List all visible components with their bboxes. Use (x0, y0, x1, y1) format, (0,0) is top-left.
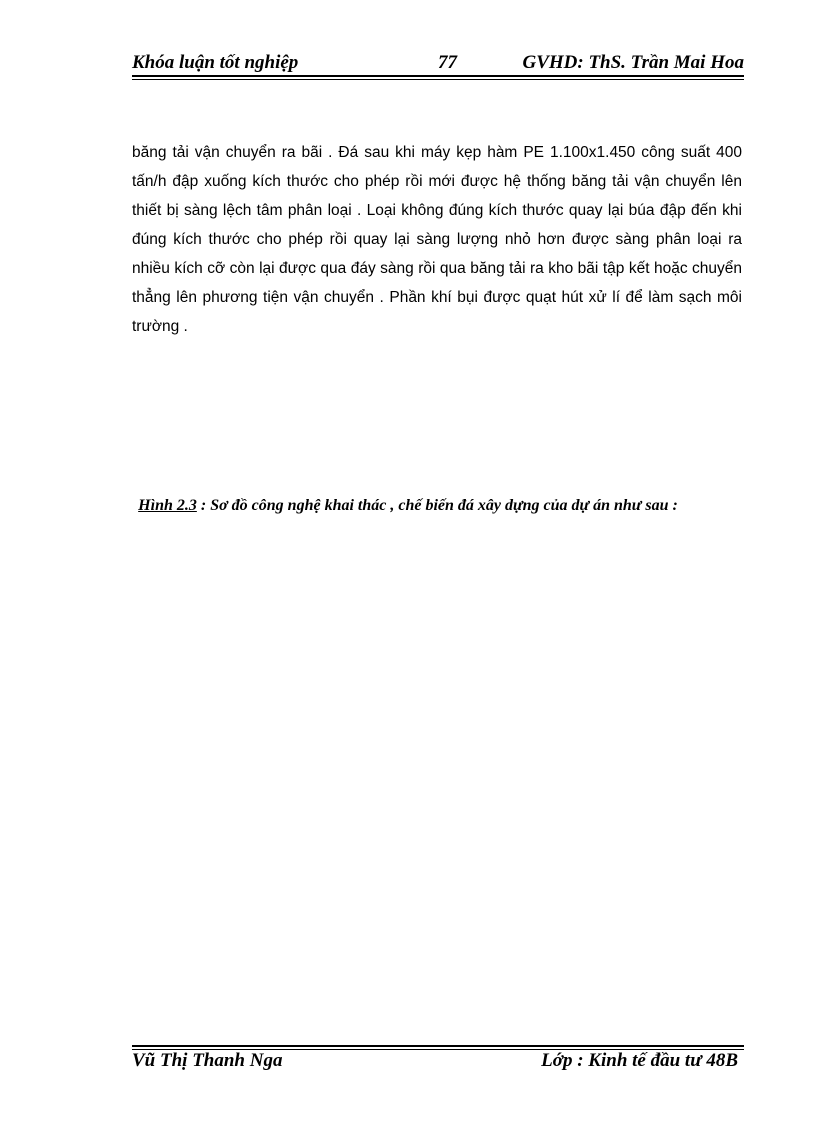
footer-rule-thick (132, 1045, 744, 1047)
body-paragraph: băng tải vận chuyển ra bãi . Đá sau khi máy kẹp hàm PE 1.100x1.450 công suất 400 tấn/h đập xuống kích thước cho phép rồi mới được hệ thống băng tải vận chuyển lên thiết bị sàng lệch tâm phân loại . Loại không đúng kích thước quay lại búa đập đến khi đúng kích thước cho phép rồi quay lại sàng lượng nhỏ hơn được sàng phân loại ra nhiều kích cỡ còn lại được qua đáy sàng rồi qua băng tải ra kho bãi tập kết hoặc chuyển thẳng lên phương tiện vận chuyển . Phần khí bụi được quạt hút xử lí để làm sạch môi trường . (132, 144, 742, 335)
page-header (132, 50, 744, 78)
page-footer (132, 1050, 738, 1076)
footer-class: Lớp : Kinh tế đầu tư 48B (541, 1050, 738, 1071)
header-rule-thin (132, 79, 744, 80)
footer-author: Vũ Thị Thanh Nga (132, 1050, 283, 1071)
header-thesis-title: Khóa luận tốt nghiệp (132, 52, 299, 73)
figure-label: Hình 2.3 (138, 497, 197, 514)
figure-caption-text: : Sơ đồ công nghệ khai thác , chế biến đá xây dựng của dự án như sau : (196, 497, 678, 514)
figure-caption (0, 497, 816, 515)
header-page-number: 77 (438, 52, 457, 73)
header-rule-thick (132, 75, 744, 77)
header-supervisor: GVHD: ThS. Trần Mai Hoa (522, 52, 744, 73)
